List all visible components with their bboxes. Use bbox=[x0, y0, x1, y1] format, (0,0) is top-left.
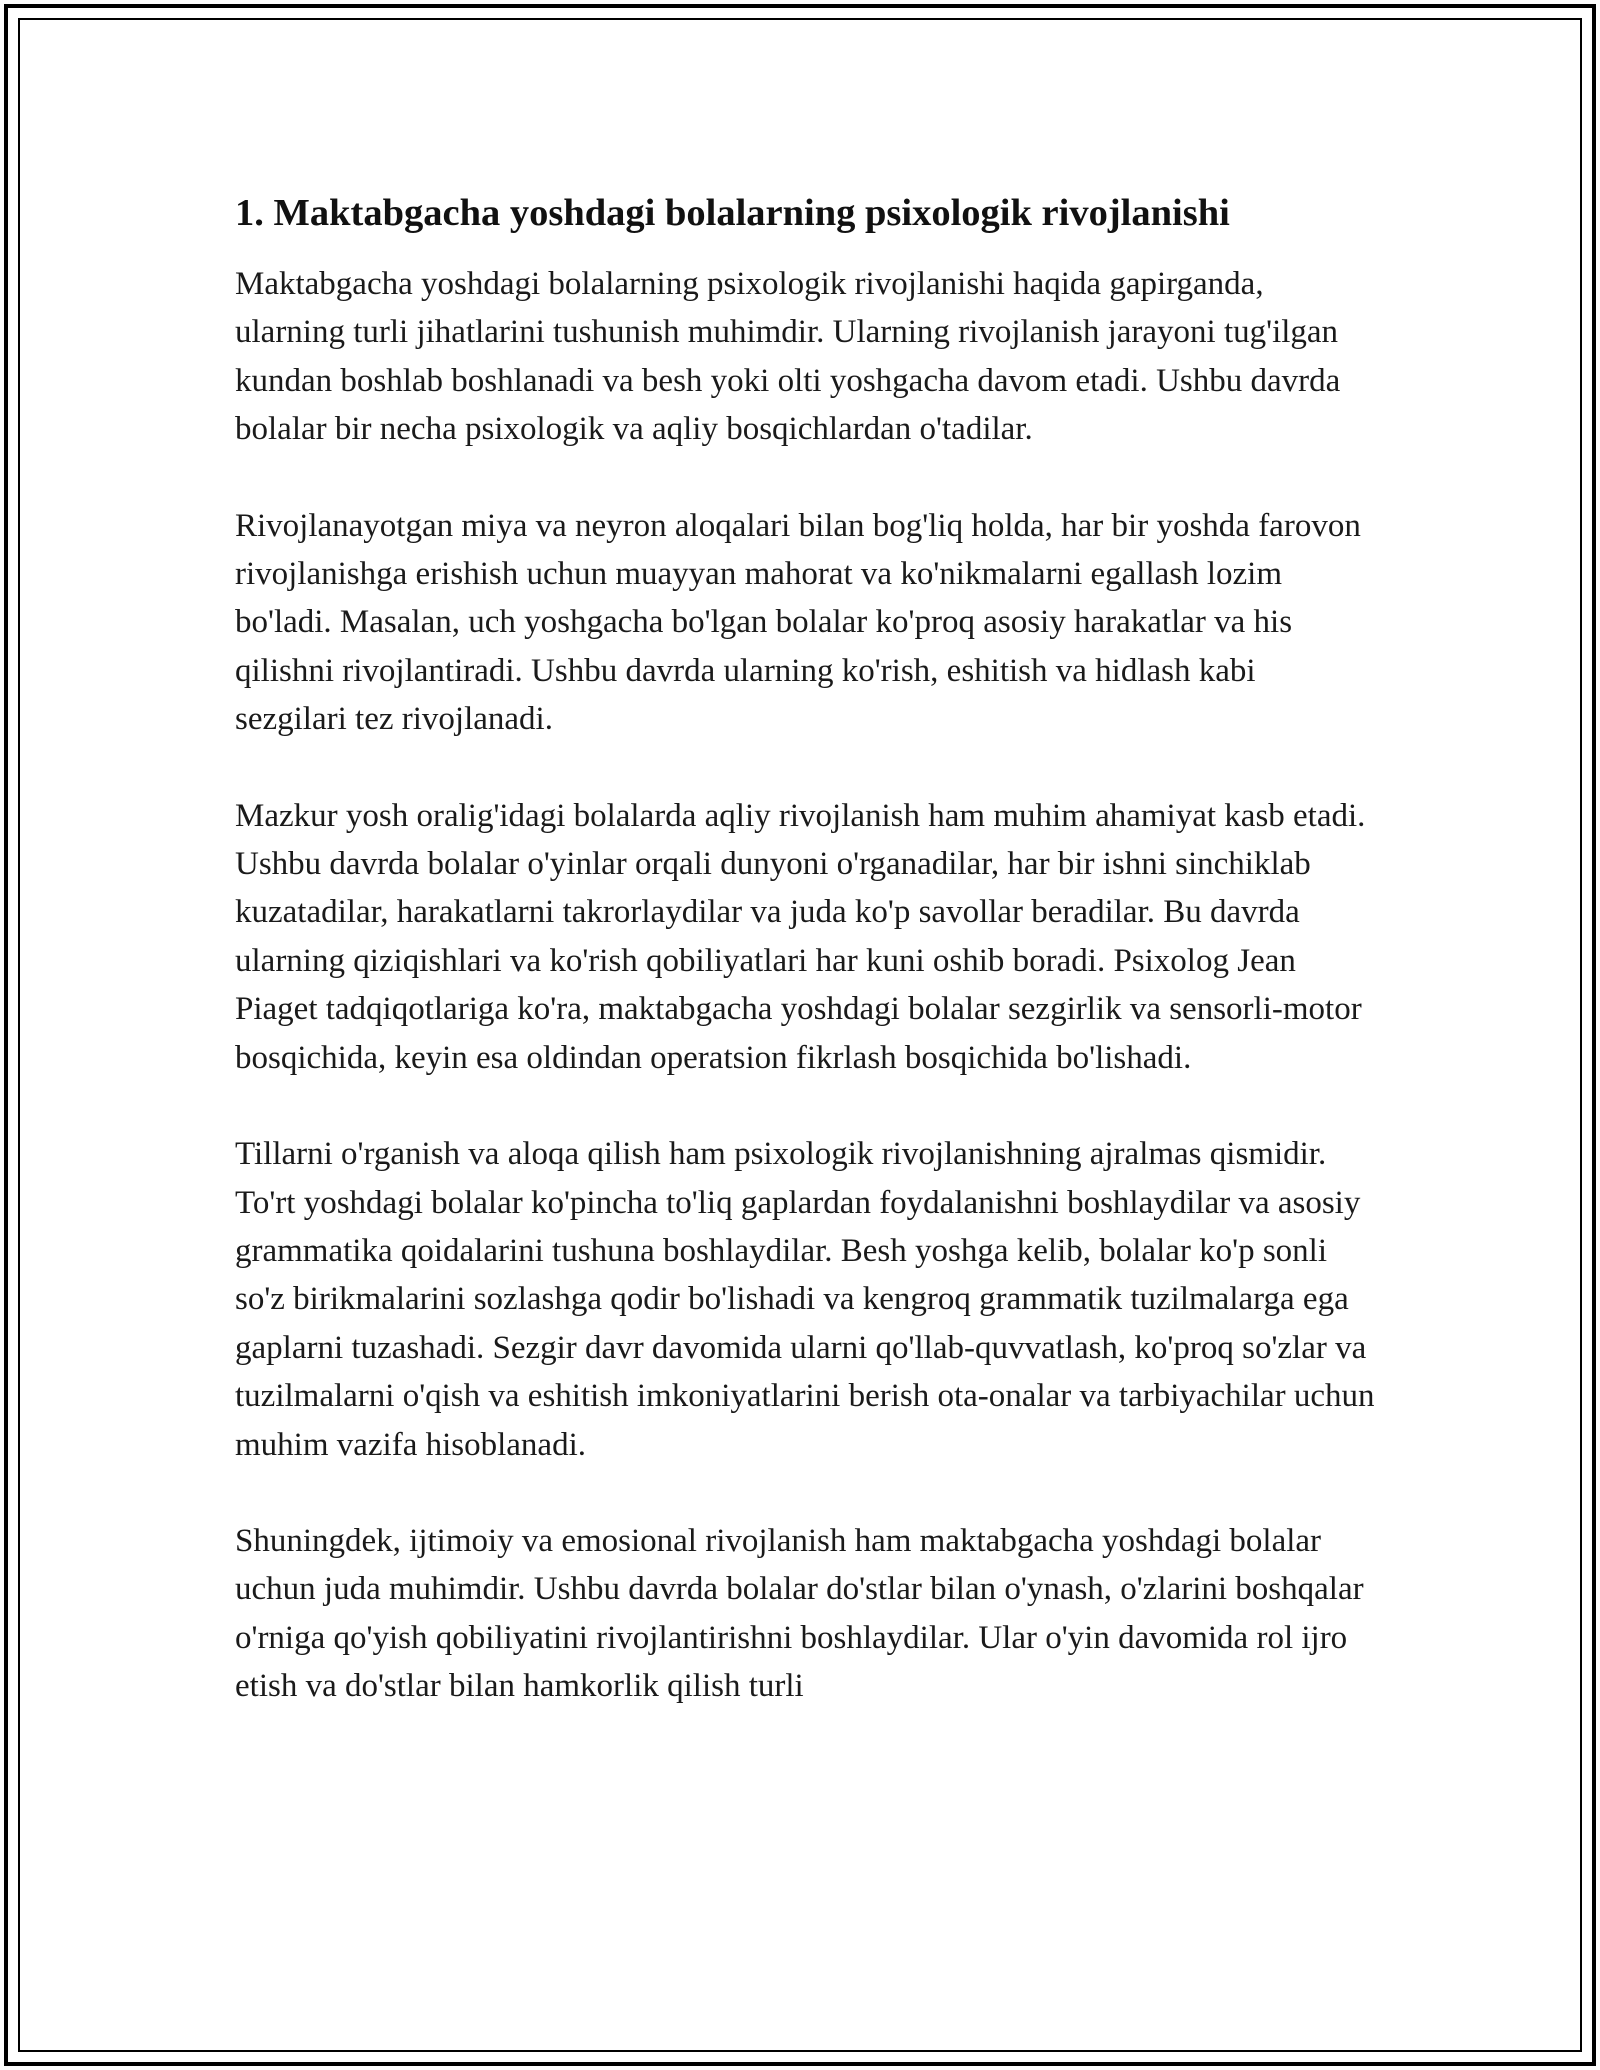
section-heading: 1. Maktabgacha yoshdagi bolalarning psixologik rivojlanishi bbox=[235, 192, 1230, 234]
paragraph-5: Shuningdek, ijtimoiy va emosional rivojlanish ham maktabgacha yoshdagi bolalar uchun juda muhimdir. Ushbu davrda bolalar do'stlar bilan o'ynash, o'zlarini boshqalar o'rniga qo'yish qobiliyatini rivojlantirishni boshlaydilar. Ular o'yin davomida rol ijro etish va do'stlar bilan hamkorlik qilish turli bbox=[235, 1522, 1364, 1705]
paragraph-4: Tillarni o'rganish va aloqa qilish ham psixologik rivojlanishning ajralmas qismidir. To'rt yoshdagi bolalar ko'pincha to'liq gaplardan foydalanishni boshlaydilar va asosiy grammatika qoidalarini tushuna boshlaydilar. Besh yoshga kelib, bolalar ko'p sonli so'z birikmalarini sozlashga qodir bo'lishadi va kengroq grammatik tuzilmalarga ega gaplarni tuzashadi. Sezgir davr davomida ularni qo'llab-quvvatlash, ko'proq so'zlar va tuzilmalarni o'qish va eshitish imkoniyatlarini berish ota-onalar va tarbiyachilar uchun muhim vazifa hisoblanadi. bbox=[235, 1136, 1375, 1463]
paragraph-3: Mazkur yosh oralig'idagi bolalarda aqliy rivojlanish ham muhim ahamiyat kasb etadi. Ushbu davrda bolalar o'yinlar orqali dunyoni o'rganadilar, har bir ishni sinchiklab kuzatadilar, harakatlarni takrorlaydilar va juda ko'p savollar beradilar. Bu davrda ularning qiziqishlari va ko'rish qobiliyatlari har kuni oshib boradi. Psixolog Jean Piaget tadqiqotlariga ko'ra, maktabgacha yoshdagi bolalar sezgirlik va sensorli-motor bosqichida, keyin esa oldindan operatsion fikrlash bosqichida bo'lishadi. bbox=[235, 797, 1366, 1076]
paragraph-2: Rivojlanayotgan miya va neyron aloqalari bilan bog'liq holda, har bir yoshda farovon rivojlanishga erishish uchun muayyan mahorat va ko'nikmalarni egallash lozim bo'ladi. Masalan, uch yoshgacha bo'lgan bolalar ko'proq asosiy harakatlar va his qilishni rivojlantiradi. Ushbu davrda ularning ko'rish, eshitish va hidlash kabi sezgilari tez rivojlanadi. bbox=[235, 507, 1361, 738]
paragraph-1: Maktabgacha yoshdagi bolalarning psixologik rivojlanishi haqida gapirganda, ularning turli jihatlarini tushunish muhimdir. Ularning rivojlanish jarayoni tug'ilgan kundan boshlab boshlanadi va besh yoki olti yoshgacha davom etadi. Ushbu davrda bolalar bir necha psixologik va aqliy bosqichlardan o'tadilar. bbox=[235, 266, 1341, 448]
document-body bbox=[235, 188, 1375, 1711]
